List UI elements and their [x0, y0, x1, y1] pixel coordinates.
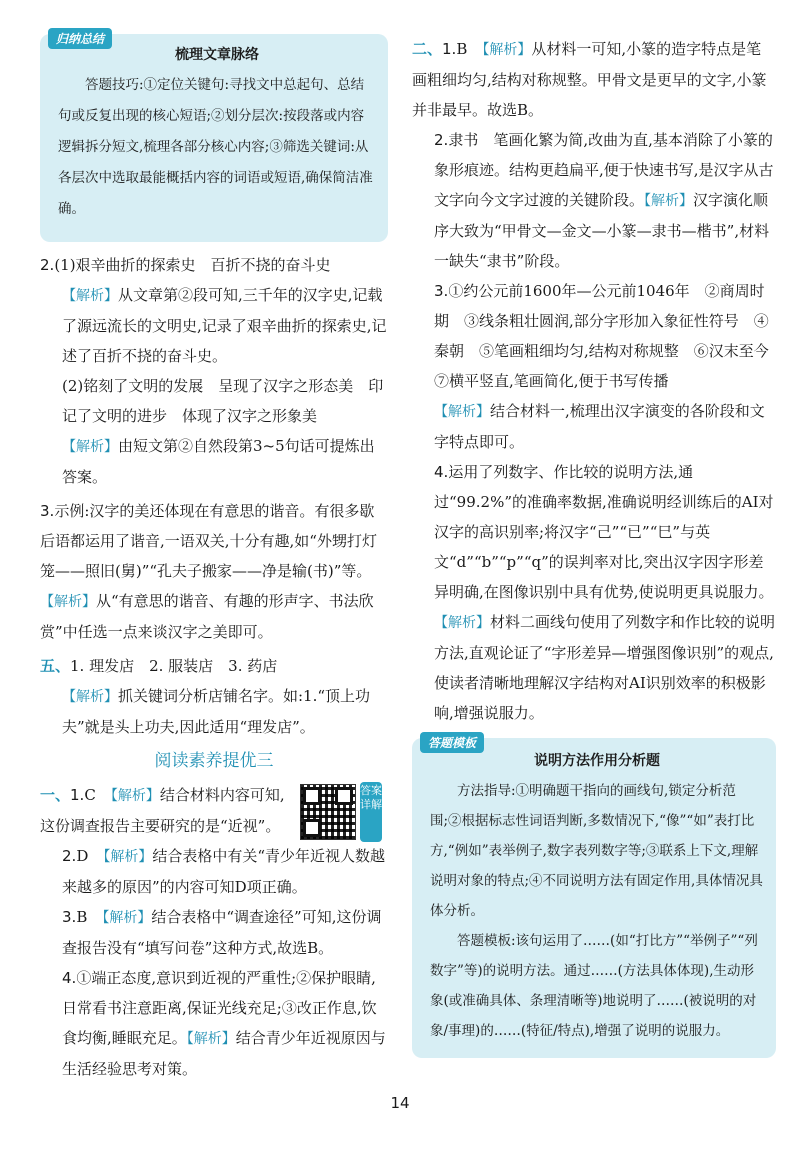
template-title: 说明方法作用分析题	[534, 753, 660, 769]
left-column	[40, 34, 388, 1084]
page-number: 14	[390, 1094, 410, 1112]
s2-question-2: 2.隶书 笔画化繁为简,改曲为直,基本消除了小篆的象形痕迹。结构更趋扁平,便于快速书写,是汉字从古文字向今文字过渡的关键阶段。【解析】汉字演化顺序大致为“甲骨文—金文—小篆—隶书—楷书”,材料一缺失“隶书”阶段。	[434, 131, 774, 270]
s2-question-1: 二、1.B 【解析】从材料一可知,小篆的造字特点是笔画粗细均匀,结构对称规整。甲骨文是更早的文字,小篆并非最早。故选B。	[412, 40, 767, 119]
s1-question-3: 3.B 【解析】结合表格中“调查途径”可知,这份调查报告没有“填写问卷”这种方式,故选B。	[62, 908, 382, 957]
question-3: 3.示例:汉字的美还体现在有意思的谐音。有很多歇后语都运用了谐音,一语双关,十分有趣,如“外甥打灯笼——照旧(舅)”“孔夫子搬家——净是输(书)”等。【解析】从“有意思的谐音、有趣的形声字、书法欣赏”中任选一点来谈汉字之美即可。	[40, 502, 377, 641]
analysis-tag: 【解析】	[482, 42, 532, 58]
template-tag: 答题模板	[420, 732, 484, 753]
s2-question-3: 3.①约公元前1600年—公元前1046年 ②商周时期 ③线条粗壮圆润,部分字形加入象征性符号 ④秦朝 ⑤笔画粗细均匀,结构对称规整 ⑥汉末至今 ⑦横平竖直,笔画简化,便于书写传播	[434, 282, 784, 390]
analysis-tag: 【解析】	[103, 849, 153, 865]
q2-analysis-1: 【解析】从文章第②段可知,三千年的汉字史,记载了源远流长的文明史,记录了艰辛曲折的探索史,记述了百折不挠的奋斗史。	[62, 286, 387, 365]
analysis-tag: 【解析】	[434, 404, 490, 420]
s1-question-2: 2.D 【解析】结合表格中有关“青少年近视人数越来越多的原因”的内容可知D项正确。	[62, 847, 386, 896]
analysis-tag: 【解析】	[62, 689, 118, 705]
analysis-tag: 【解析】	[102, 910, 152, 926]
analysis-tag: 【解析】	[186, 1031, 236, 1047]
analysis-tag: 【解析】	[40, 594, 96, 610]
summary-tag: 归纳总结	[48, 28, 112, 49]
s2-question-3-analysis: 【解析】结合材料一,梳理出汉字演变的各阶段和文字特点即可。	[434, 402, 765, 451]
q2-analysis-2: 【解析】由短文第②自然段第3~5句话可提炼出答案。	[62, 437, 375, 486]
s1-question-4: 4.①端正态度,意识到近视的严重性;②保护眼睛,日常看书注意距离,保证光线充足;③改正作息,饮食均衡,睡眠充足。【解析】结合青少年近视原因与生活经验思考对策。	[62, 969, 386, 1078]
s2-question-4-analysis: 【解析】材料二画线句使用了列数字和作比较的说明方法,直观论证了“字形差异—增强图像识别”的观点,使读者清晰地理解汉字结构对AI识别效率的积极影响,增强说服力。	[434, 613, 776, 722]
s2-question-4: 4.运用了列数字、作比较的说明方法,通过“99.2%”的准确率数据,准确说明经训练后的AI对汉字的高识别率;将汉字“己”“已”“巳”与英文“d”“b”“p”“q”的误判率对比,突出汉字因字形差异明确,在图像识别中具有优势,使说明更具说服力。	[434, 463, 774, 601]
question-2: 2.(1)艰辛曲折的探索史 百折不挠的奋斗史	[40, 256, 331, 274]
s1-question-1: 一、1.C 【解析】结合材料内容可知,这份调查报告主要研究的是“近视”。	[40, 786, 285, 835]
analysis-tag: 【解析】	[62, 288, 118, 304]
summary-box	[40, 34, 388, 242]
analysis-tag: 【解析】	[62, 439, 118, 455]
qr-answer-label: 答案详解	[360, 782, 382, 842]
right-column	[412, 34, 784, 1058]
q2-part2-answer: (2)铭刻了文明的发展 呈现了汉字之形态美 印记了文明的进步 体现了汉字之形象美	[62, 377, 384, 425]
template-answer-model: 答题模板:该句运用了……(如“打比方”“举例子”“列数字”等)的说明方法。通过……(方法具体体现),生动形象(或准确具体、条理清晰等)地说明了……(被说明的对象/事理)的……(特征/特点),增强了说明的说服力。	[430, 933, 758, 1039]
summary-body: 答题技巧:①定位关键句:寻找文中总起句、总结句或反复出现的核心短语;②划分层次:按段落或内容逻辑拆分短文,梳理各部分核心内容;③筛选关键词:从各层次中选取最能概括内容的词语或短语,确保简洁准确。	[58, 77, 373, 217]
analysis-tag: 【解析】	[644, 193, 694, 209]
section-1	[40, 780, 388, 841]
analysis-tag: 【解析】	[434, 615, 490, 631]
section-5: 五、1. 理发店 2. 服装店 3. 药店	[40, 657, 278, 675]
analysis-tag: 【解析】	[110, 788, 160, 804]
template-box	[412, 738, 776, 1058]
template-body	[430, 776, 764, 1046]
qr-code-icon[interactable]	[300, 784, 356, 840]
qr-code-block[interactable]	[300, 780, 388, 846]
template-method-guide: 方法指导:①明确题干指向的画线句,锁定分析范围;②根据标志性词语判断,多数情况下,“像”“如”表打比方,“例如”表举例子,数字表列数字等;③联系上下文,理解说明对象的特点;④不同说明方法有固定作用,具体情况具体分析。	[430, 783, 763, 919]
summary-title: 梳理文章脉络	[175, 47, 259, 63]
section-5-analysis: 【解析】抓关键词分析店铺名字。如:1.“顶上功夫”就是头上功夫,因此适用“理发店”。	[62, 687, 371, 736]
q2-part1-answer: (1)艰辛曲折的探索史 百折不挠的奋斗史	[54, 256, 331, 274]
reading-section-title: 阅读素养提优三	[154, 751, 274, 771]
